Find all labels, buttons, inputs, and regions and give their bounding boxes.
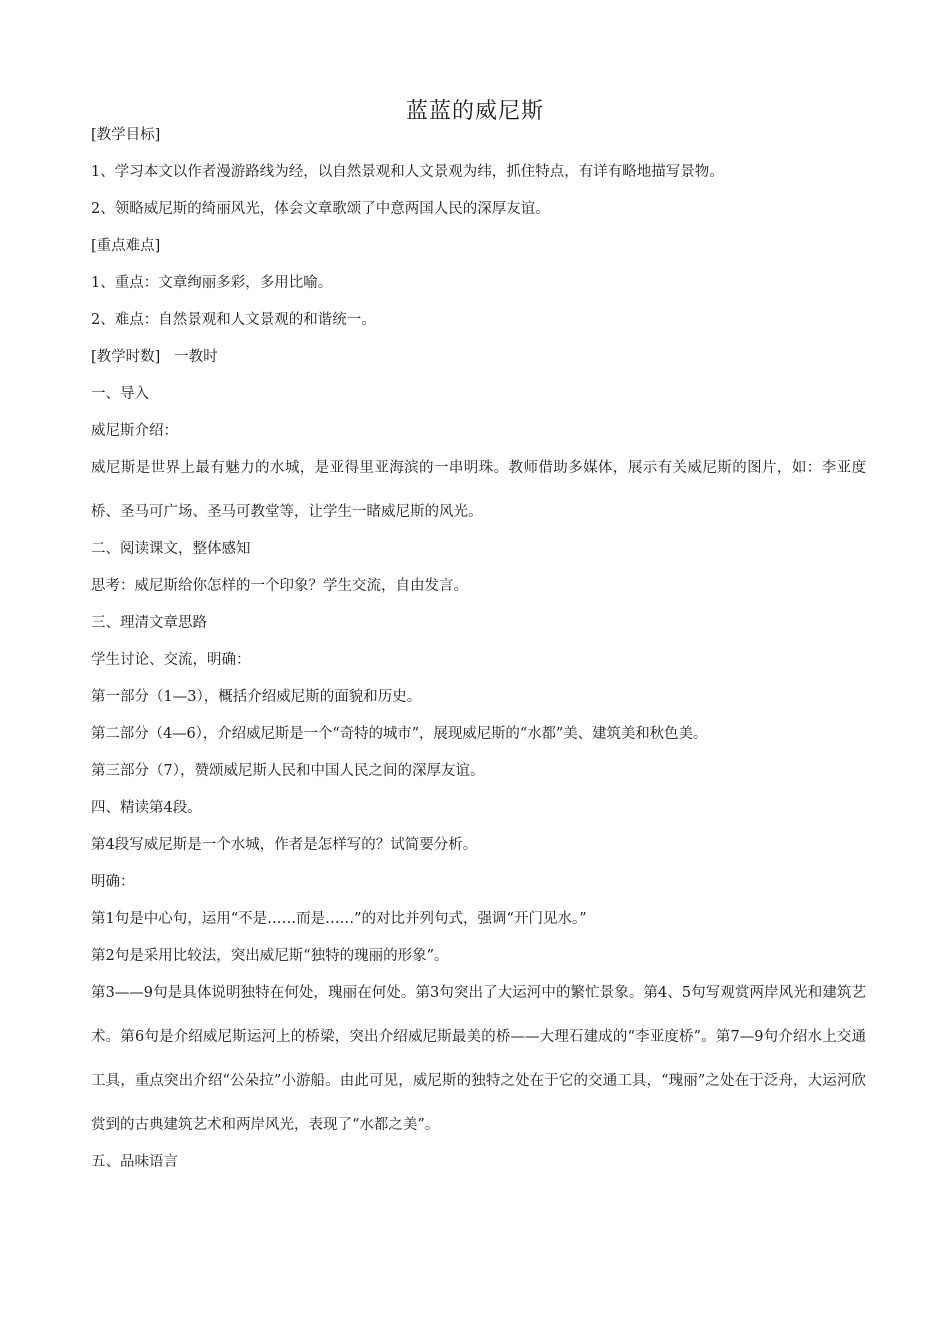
paragraph: 第二部分（4—6），介绍威尼斯是一个“奇特的城市”，展现威尼斯的“水都”美、建筑美和秋色美。 bbox=[91, 726, 708, 742]
paragraph: 思考：威尼斯给你怎样的一个印象？学生交流，自由发言。 bbox=[91, 578, 468, 594]
section-heading-key-points: [重点难点] bbox=[91, 238, 161, 254]
paragraph: 第三部分（7），赞颂威尼斯人民和中国人民之间的深厚友谊。 bbox=[91, 763, 485, 779]
paragraph: 第2句是采用比较法，突出威尼斯“独特的瑰丽的形象”。 bbox=[91, 948, 449, 964]
section-heading-1: 一、导入 bbox=[91, 386, 149, 402]
document-title: 蓝蓝的威尼斯 bbox=[405, 99, 544, 124]
paragraph: 威尼斯介绍： bbox=[91, 423, 178, 439]
paragraph: 1、学习本文以作者漫游路线为经，以自然景观和人文景观为纬，抓住特点，有详有略地描写景物。 bbox=[91, 164, 724, 180]
section-heading-3: 三、理清文章思路 bbox=[91, 615, 207, 631]
paragraph: 威尼斯是世界上最有魅力的水城，是亚得里亚海滨的一串明珠。教师借助多媒体，展示有关威尼斯的图片，如：李亚度桥、圣马可广场、圣马可教堂等，让学生一睹威尼斯的风光。 bbox=[91, 460, 866, 520]
paragraph: 2、领略威尼斯的绮丽风光，体会文章歌颂了中意两国人民的深厚友谊。 bbox=[91, 201, 550, 217]
paragraph: 明确： bbox=[91, 874, 135, 890]
paragraph: 第1句是中心句，运用“不是……而是……”的对比并列句式，强调“开门见水。” bbox=[91, 911, 587, 927]
document-body bbox=[91, 125, 866, 1172]
paragraph: 2、难点：自然景观和人文景观的和谐统一。 bbox=[91, 312, 376, 328]
section-heading-2: 二、阅读课文，整体感知 bbox=[91, 541, 251, 557]
paragraph: 1、重点：文章绚丽多彩，多用比喻。 bbox=[91, 275, 333, 291]
paragraph: 第4段写威尼斯是一个水城，作者是怎样写的？试简要分析。 bbox=[91, 837, 478, 853]
paragraph: 第一部分（1—3），概括介绍威尼斯的面貌和历史。 bbox=[91, 689, 422, 705]
paragraph: 学生讨论、交流，明确： bbox=[91, 652, 251, 668]
section-heading-hours: [教学时数] 一教时 bbox=[91, 349, 218, 365]
paragraph: 第3——9句是具体说明独特在何处，瑰丽在何处。第3句突出了大运河中的繁忙景象。第4、5句写观赏两岸风光和建筑艺术。第6句是介绍威尼斯运河上的桥梁，突出介绍威尼斯最美的桥——大理石建成的“李亚度桥”。第7—9句介绍水上交通工具，重点突出介绍“公朵拉”小游船。由此可见，威尼斯的独特之处在于它的交通工具，“瑰丽”之处在于泛舟，大运河欣赏到的古典建筑艺术和两岸风光，表现了“水都之美”。 bbox=[91, 985, 866, 1133]
section-heading-objectives: [教学目标] bbox=[91, 127, 161, 143]
section-heading-4: 四、精读第4段。 bbox=[91, 800, 202, 816]
section-heading-5: 五、品味语言 bbox=[91, 1154, 178, 1170]
